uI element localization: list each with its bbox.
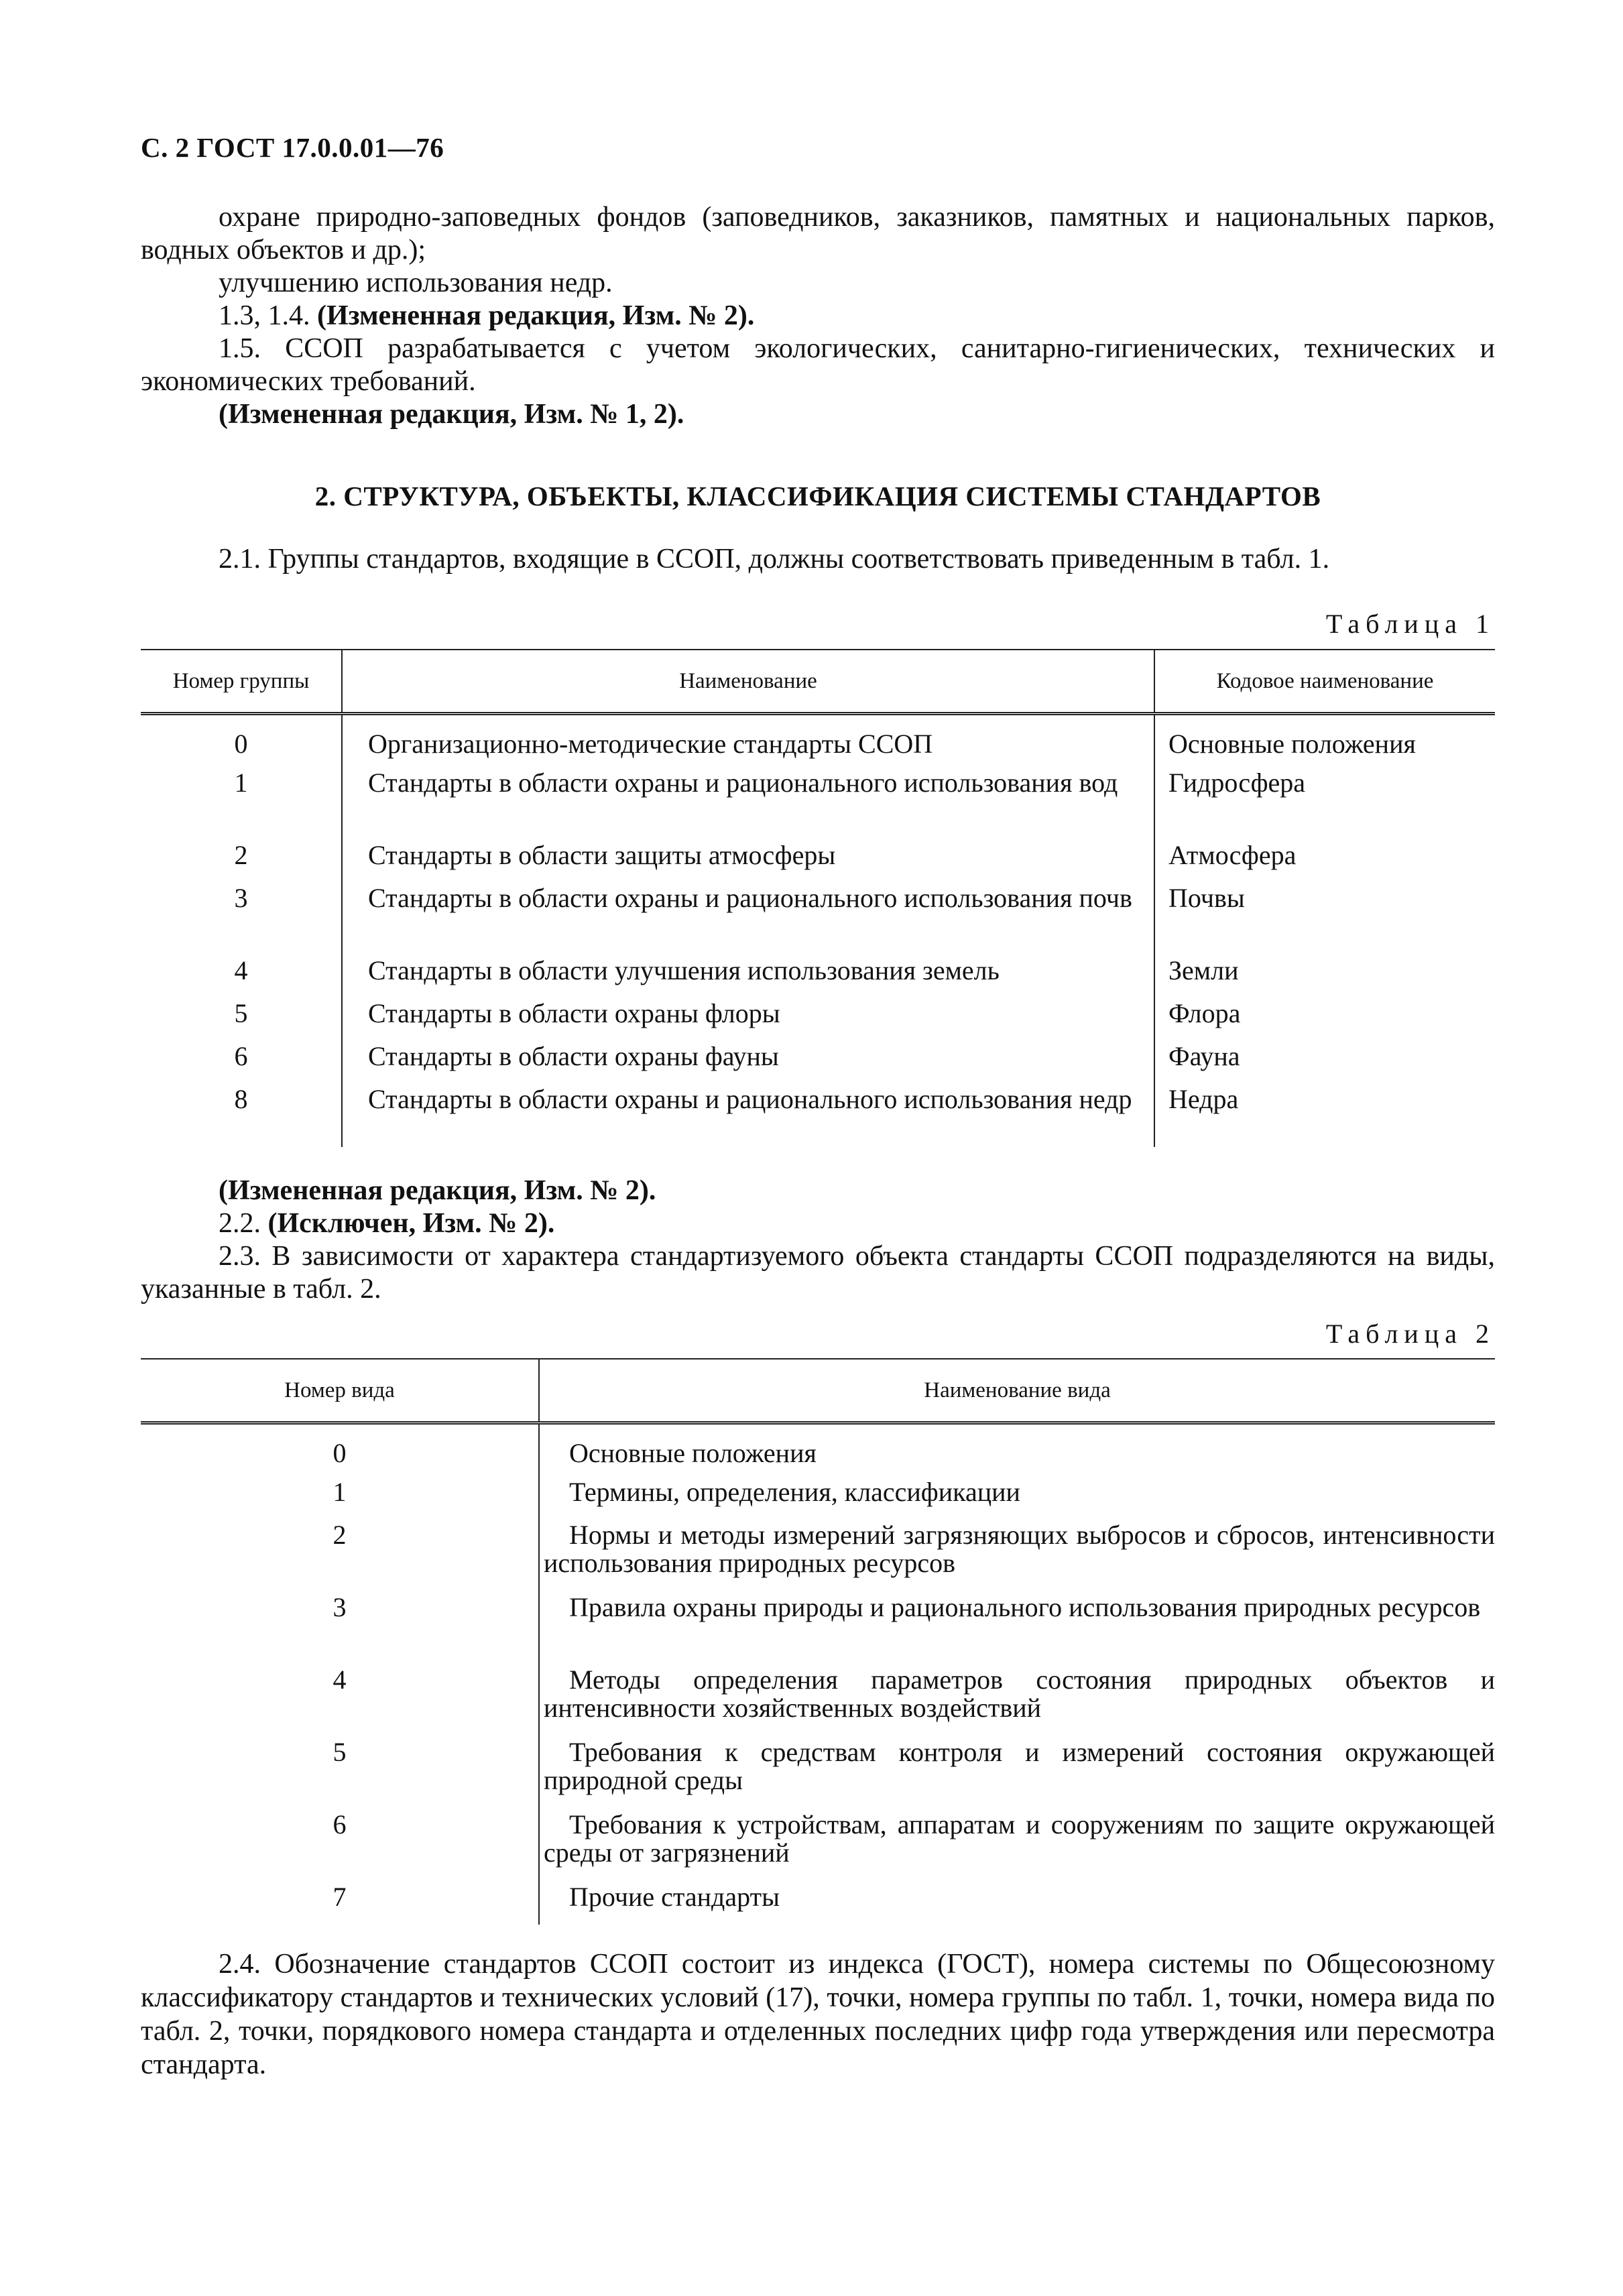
type-name-cell (539, 1800, 1495, 1872)
table-row (141, 989, 1495, 1032)
table-header-row (141, 650, 1495, 713)
type-name-text: Термины, определения, классификации (569, 1476, 1020, 1507)
paragraph-2-4: 2.4. Обозначение стандартов ССОП состоит из индекса (ГОСТ), номера системы по Общесоюзному классификатору стандартов и технических условий (17), точки, номера группы по табл. 1, точки, номера вида по табл. 2, точки, порядкового номера стандарта и отделенных последних цифр года утверждения или пересмотра стандарта. (141, 1949, 1495, 2080)
table-header-row (141, 1359, 1495, 1423)
table-row (141, 1583, 1495, 1655)
group-name-cell (342, 1075, 1154, 1147)
clause-number: 2.2. (219, 1208, 261, 1239)
table2-header-type-number: Номер вида (141, 1359, 539, 1423)
group-name-cell (342, 1032, 1154, 1075)
table-row (141, 831, 1495, 873)
type-name-text: Методы определения параметров состояния природных объектов и интенсивности хозяйственных воздействий (544, 1664, 1495, 1723)
table-row (141, 1510, 1495, 1583)
group-number-cell: 1 (234, 767, 248, 798)
table-row (141, 1032, 1495, 1075)
group-name-text: Стандарты в области защиты атмосферы (368, 839, 836, 870)
group-name-cell (342, 758, 1154, 831)
group-name-text: Организационно-методические стандарты ССОП (368, 728, 933, 759)
type-name-text: Требования к средствам контроля и измерений состояния окружающей природной среды (544, 1736, 1495, 1795)
type-name-cell (539, 1467, 1495, 1510)
type-name-text: Основные положения (569, 1437, 817, 1468)
group-name-text: Стандарты в области охраны и рационального использования недр (368, 1083, 1132, 1114)
group-name-cell (342, 831, 1154, 873)
table-row (141, 713, 1495, 758)
type-name-cell (539, 1510, 1495, 1583)
table1 (141, 649, 1495, 1147)
type-number-cell: 4 (333, 1664, 347, 1695)
intro-block (141, 201, 1495, 431)
group-name-text: Стандарты в области охраны флоры (368, 998, 780, 1028)
code-name-cell: Основные положения (1168, 728, 1416, 759)
group-name-text: Стандарты в области улучшения использования земель (368, 955, 1000, 985)
group-name-cell (342, 873, 1154, 946)
type-name-text: Правила охраны природы и рационального использования природных ресурсов (569, 1591, 1481, 1622)
code-name-cell: Земли (1168, 955, 1239, 985)
table1-header-group-number: Номер группы (141, 650, 342, 713)
table-row (141, 946, 1495, 989)
group-number-cell: 8 (234, 1083, 248, 1114)
table-row (141, 1075, 1495, 1147)
table-row (141, 1872, 1495, 1925)
table-row (141, 1423, 1495, 1467)
code-name-cell: Почвы (1168, 882, 1245, 913)
after-table1-block (141, 1174, 1495, 1306)
type-name-cell (539, 1872, 1495, 1925)
table2 (141, 1358, 1495, 1925)
table1-header-code-name: Кодовое наименование (1154, 650, 1495, 713)
group-name-text: Стандарты в области охраны и рационального использования вод (368, 767, 1118, 798)
table-row (141, 1655, 1495, 1728)
group-number-cell: 2 (234, 839, 248, 870)
type-number-cell: 5 (333, 1736, 347, 1767)
type-name-cell (539, 1423, 1495, 1467)
group-name-cell (342, 946, 1154, 989)
code-name-cell: Флора (1168, 998, 1241, 1028)
type-number-cell: 3 (333, 1591, 347, 1622)
type-number-cell: 7 (333, 1881, 347, 1912)
group-name-text: Стандарты в области охраны и рационального использования почв (368, 882, 1132, 913)
type-name-text: Прочие стандарты (569, 1881, 780, 1912)
paragraph-reserves: охране природно-заповедных фондов (заповедников, заказников, памятных и национальных парков, водных объектов и др.); (141, 202, 1495, 265)
group-name-text: Стандарты в области охраны фауны (368, 1040, 779, 1071)
paragraph-1-5: 1.5. ССОП разрабатывается с учетом экологических, санитарно-гигиенических, технических и экономических требований. (141, 333, 1495, 397)
clause-number: 1.3, 1.4. (219, 300, 310, 331)
type-number-cell: 0 (333, 1437, 347, 1468)
paragraph-1-3-1-4 (141, 300, 1495, 333)
table1-caption: Таблица 1 (1325, 609, 1495, 639)
code-name-cell: Атмосфера (1168, 839, 1297, 870)
table-row (141, 758, 1495, 831)
table2-header-type-name: Наименование вида (539, 1359, 1495, 1423)
code-name-cell: Недра (1168, 1083, 1239, 1114)
table-row (141, 1467, 1495, 1510)
table-row (141, 1800, 1495, 1872)
code-name-cell: Фауна (1168, 1040, 1240, 1071)
paragraph-2-1: 2.1. Группы стандартов, входящие в ССОП, должны соответствовать приведенным в табл. 1. (219, 544, 1330, 575)
excluded-note: (Исключен, Изм. № 2). (267, 1208, 555, 1239)
group-name-cell (342, 989, 1154, 1032)
table-row (141, 873, 1495, 946)
running-header: С. 2 ГОСТ 17.0.0.01—76 (141, 132, 444, 163)
paragraph-2-3: 2.3. В зависимости от характера стандартизуемого объекта стандарты ССОП подразделяются на виды, указанные в табл. 2. (141, 1241, 1495, 1305)
group-number-cell: 0 (234, 728, 248, 759)
group-number-cell: 3 (234, 882, 248, 913)
group-number-cell: 5 (234, 998, 248, 1028)
type-number-cell: 6 (333, 1809, 347, 1839)
amendment-note: (Измененная редакция, Изм. № 2). (219, 1175, 656, 1206)
type-number-cell: 1 (333, 1476, 347, 1507)
type-name-cell (539, 1655, 1495, 1728)
table2-caption: Таблица 2 (1325, 1319, 1495, 1349)
table1-header-name: Наименование (342, 650, 1154, 713)
group-name-cell (342, 713, 1154, 758)
section-heading: 2. СТРУКТУРА, ОБЪЕКТЫ, КЛАССИФИКАЦИЯ СИСТЕМЫ СТАНДАРТОВ (314, 481, 1321, 511)
type-name-cell (539, 1728, 1495, 1800)
group-number-cell: 6 (234, 1040, 248, 1071)
type-name-text: Нормы и методы измерений загрязняющих выбросов и сбросов, интенсивности использования природных ресурсов (544, 1519, 1495, 1578)
group-number-cell: 4 (234, 955, 248, 985)
type-name-text: Требования к устройствам, аппаратам и сооружениям по защите окружающей среды от загрязнений (544, 1809, 1495, 1868)
paragraph-2-2 (141, 1207, 1495, 1240)
amendment-note: (Измененная редакция, Изм. № 1, 2). (219, 399, 684, 430)
paragraph-subsoil: улучшению использования недр. (219, 267, 613, 298)
type-number-cell: 2 (333, 1519, 347, 1550)
amendment-note: (Измененная редакция, Изм. № 2). (317, 300, 755, 331)
code-name-cell: Гидросфера (1168, 767, 1306, 798)
type-name-cell (539, 1583, 1495, 1655)
table-row (141, 1728, 1495, 1800)
